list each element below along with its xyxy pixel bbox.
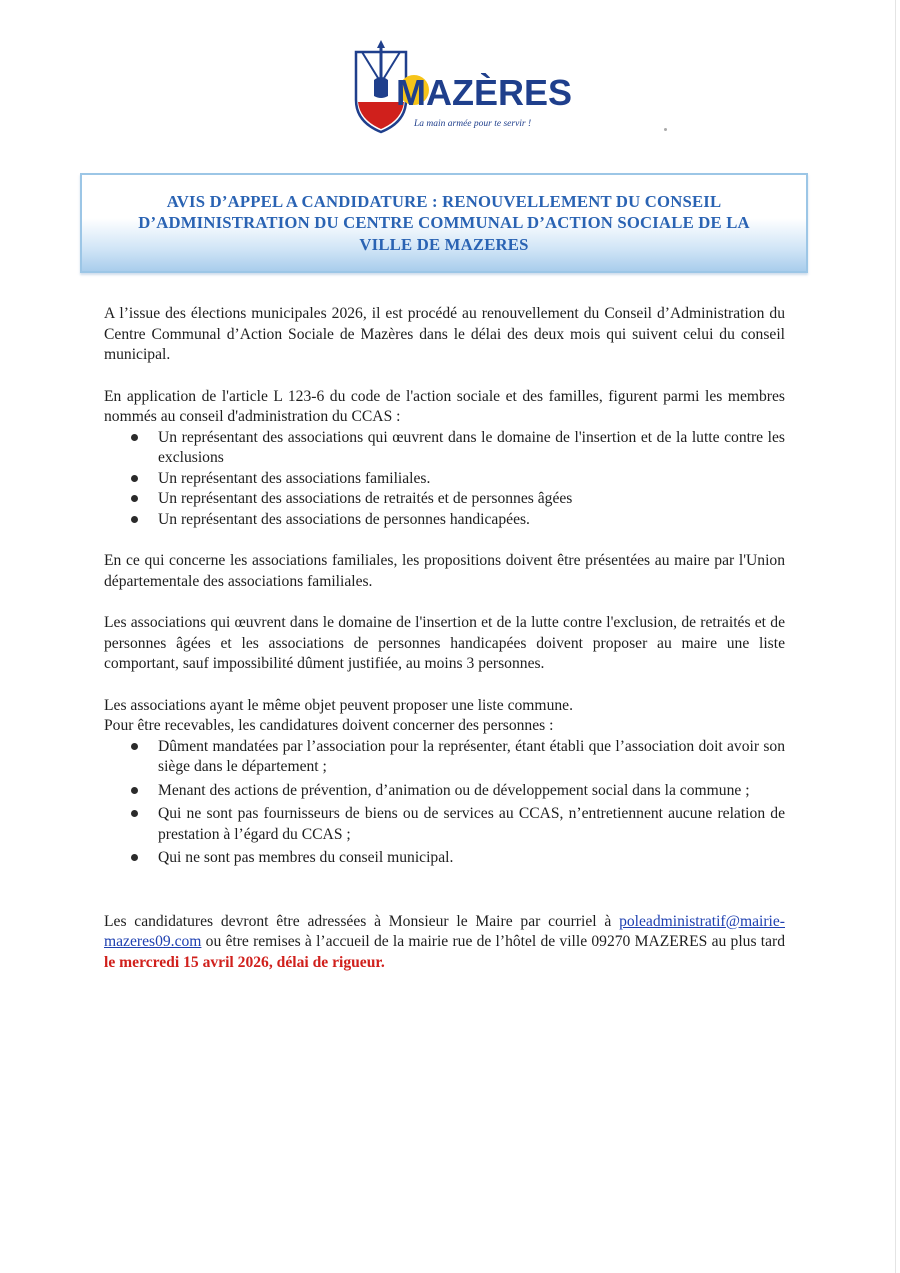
mazeres-crest-icon [352,38,573,134]
list-item: Un représentant des associations de personnes handicapées. [104,510,785,531]
notice-body [104,304,785,973]
list-item: Dûment mandatées par l’association pour la représenter, étant établi que l’association doit avoir son siège dans le département ; [104,737,785,778]
page-title: AVIS D’APPEL A CANDIDATURE : RENOUVELLEMENT DU CONSEIL D’ADMINISTRATION DU CENTRE COMMUNAL D’ACTION SOCIALE DE LA VILLE DE MAZERES [138,191,750,254]
list-item: Menant des actions de prévention, d’animation ou de développement social dans la commune ; [104,781,785,802]
bullet-icon [131,475,138,482]
logo-wordmark: MAZÈRES [396,72,573,113]
bullet-icon [131,787,138,794]
paragraph-article: En application de l'article L 123-6 du code de l'action sociale et des familles, figurent parmi les membres nommés au conseil d'administration du CCAS : [104,387,785,425]
paragraph-familiales: En ce qui concerne les associations familiales, les propositions doivent être présentées au maire par l'Union départementale des associations familiales. [104,552,785,590]
logo-slogan: La main armée pour te servir ! [414,119,532,129]
bullet-icon [131,810,138,817]
bullet-icon [131,743,138,750]
list-item: Qui ne sont pas fournisseurs de biens ou de services au CCAS, n’entretiennent aucune relation de prestation à l’égard du CCAS ; [104,804,785,845]
page-edge [895,0,896,1273]
deadline-text: le mercredi 15 avril 2026, délai de rigueur. [104,953,385,971]
list-item: Un représentant des associations de retraités et de personnes âgées [104,489,785,510]
paragraph-liste-commune: Les associations ayant le même objet peuvent proposer une liste commune. [104,696,573,714]
bullet-icon [131,854,138,861]
paragraph-recevables: Pour être recevables, les candidatures doivent concerner des personnes : [104,717,554,734]
bullet-icon [131,434,138,441]
email-link[interactable]: poleadministratif@mairie-mazeres09.com [104,912,785,950]
paragraph-associations: Les associations qui œuvrent dans le domaine de l'insertion et de la lutte contre l'exclusion, de retraités et de personnes âgées et les associations de personnes handicapées doivent proposer au maire une liste comportant, sauf impossibilité dûment justifiée, au moins 3 personnes. [104,614,785,672]
conditions-list [104,737,785,869]
scan-speck [664,128,667,131]
bullet-icon [131,495,138,502]
list-item: Qui ne sont pas membres du conseil municipal. [104,848,785,869]
title-banner [80,173,808,273]
bullet-icon [131,516,138,523]
mazeres-logo [352,38,573,134]
paragraph-intro: A l’issue des élections municipales 2026, il est procédé au renouvellement du Conseil d’Administration du Centre Communal d’Action Sociale de Mazères dans le délai des deux mois qui suivent celui du conseil municipal. [104,305,785,363]
members-list [104,428,785,531]
list-item: Un représentant des associations qui œuvrent dans le domaine de l'insertion et de la lutte contre les exclusions [104,428,785,469]
list-item: Un représentant des associations familiales. [104,469,785,490]
paragraph-closing: Les candidatures devront être adressées à Monsieur le Maire par courriel à poleadministratif@mairie-mazeres09.com ou être remises à l’accueil de la mairie rue de l’hôtel de ville 09270 MAZERES au plus tard le mercredi 15 avril 2026, délai de rigueur. [104,912,785,971]
